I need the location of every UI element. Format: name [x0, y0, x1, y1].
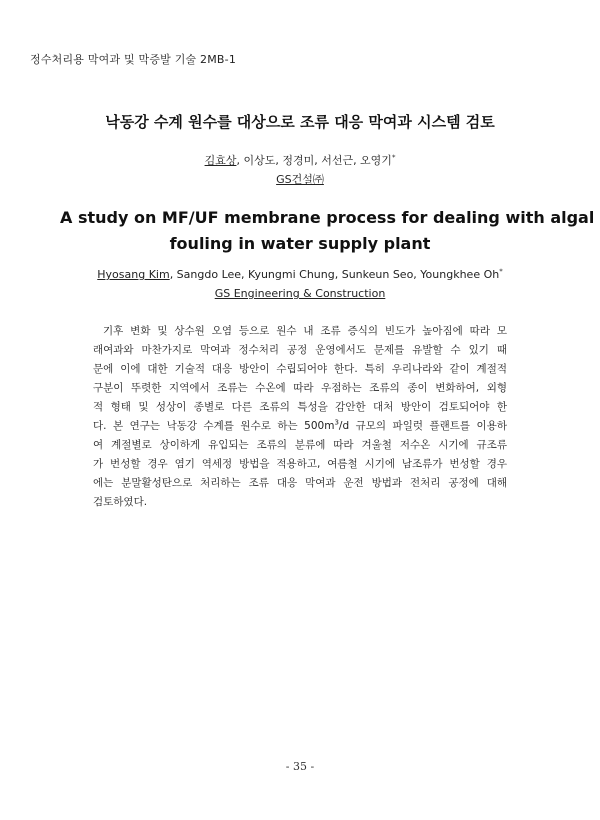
abstract-line: 적 형태 및 성상이 종별로 다른 조류의 특성을 감안한 대처 방안이 검토되어야 한 [93, 401, 507, 413]
korean-affiliation [0, 171, 600, 187]
english-affiliation [0, 287, 600, 300]
session-note: 정수처리용 막여과 및 막증발 기술 2MB-1 [30, 53, 237, 66]
abstract-line: 가 번성할 경우 염기 역세정 방법을 적용하고, 여름철 시기에 남조류가 번성할 경우 [93, 458, 507, 470]
english-authors [0, 268, 600, 281]
affiliation-en-text: GS Engineering & Construction [214, 287, 386, 300]
english-title-line-2: fouling in water supply plant [169, 234, 431, 253]
abstract-body [93, 322, 507, 512]
abstract-line: 여 계절별로 상이하게 유입되는 조류의 분류에 따라 겨울철 저수온 시기에 규조류 [93, 439, 507, 451]
abstract-line-6-end: /d 규모의 파일럿 플랜트를 이용하 [338, 420, 507, 432]
cubic-superscript: 3 [334, 418, 339, 427]
english-title [60, 205, 595, 257]
abstract-line: 구분이 뚜렷한 지역에서 조류는 수온에 따라 우점하는 조류의 종이 변화하여, 외형 [93, 382, 507, 394]
presenting-author-ko: 김효상 [204, 154, 237, 167]
korean-authors [0, 152, 600, 168]
co-authors-en: , Sangdo Lee, Kyungmi Chung, Sunkeun Seo, Youngkhee Oh [169, 268, 500, 281]
abstract-line [93, 417, 507, 436]
page-number: - 35 - [285, 760, 315, 773]
abstract-line: 검토하였다. [93, 496, 148, 508]
korean-title: 낙동강 수계 원수를 대상으로 조류 대응 막여과 시스템 검토 [105, 113, 495, 131]
corresponding-mark-ko: * [391, 153, 396, 162]
abstract-line: 래여과와 마찬가지로 막여과 정수처리 공정 운영에서도 문제를 유발할 수 있기 때 [93, 344, 507, 356]
corresponding-mark-en: * [499, 267, 503, 276]
abstract-line-6-start: 다. 본 연구는 낙동강 수계를 원수로 하는 500m [93, 420, 335, 432]
abstract-line: 기후 변화 및 상수원 오염 등으로 원수 내 조류 증식의 빈도가 높아짐에 따라 모 [103, 325, 507, 337]
co-authors-ko: , 이상도, 정경미, 서선근, 오영기 [236, 154, 392, 167]
abstract-line: 문에 이에 대한 기술적 대응 방안이 수립되어야 한다. 특히 우리나라와 같이 계절적 [93, 363, 507, 375]
presenting-author-en: Hyosang Kim [97, 268, 170, 281]
english-title-line-1: A study on MF/UF membrane process for dealing with algal [60, 208, 595, 227]
affiliation-ko-text: GS건설㈜ [276, 173, 324, 186]
abstract-line: 에는 분말활성탄으로 처리하는 조류 대응 막여과 운전 방법과 전처리 공정에 대해 [93, 477, 507, 489]
